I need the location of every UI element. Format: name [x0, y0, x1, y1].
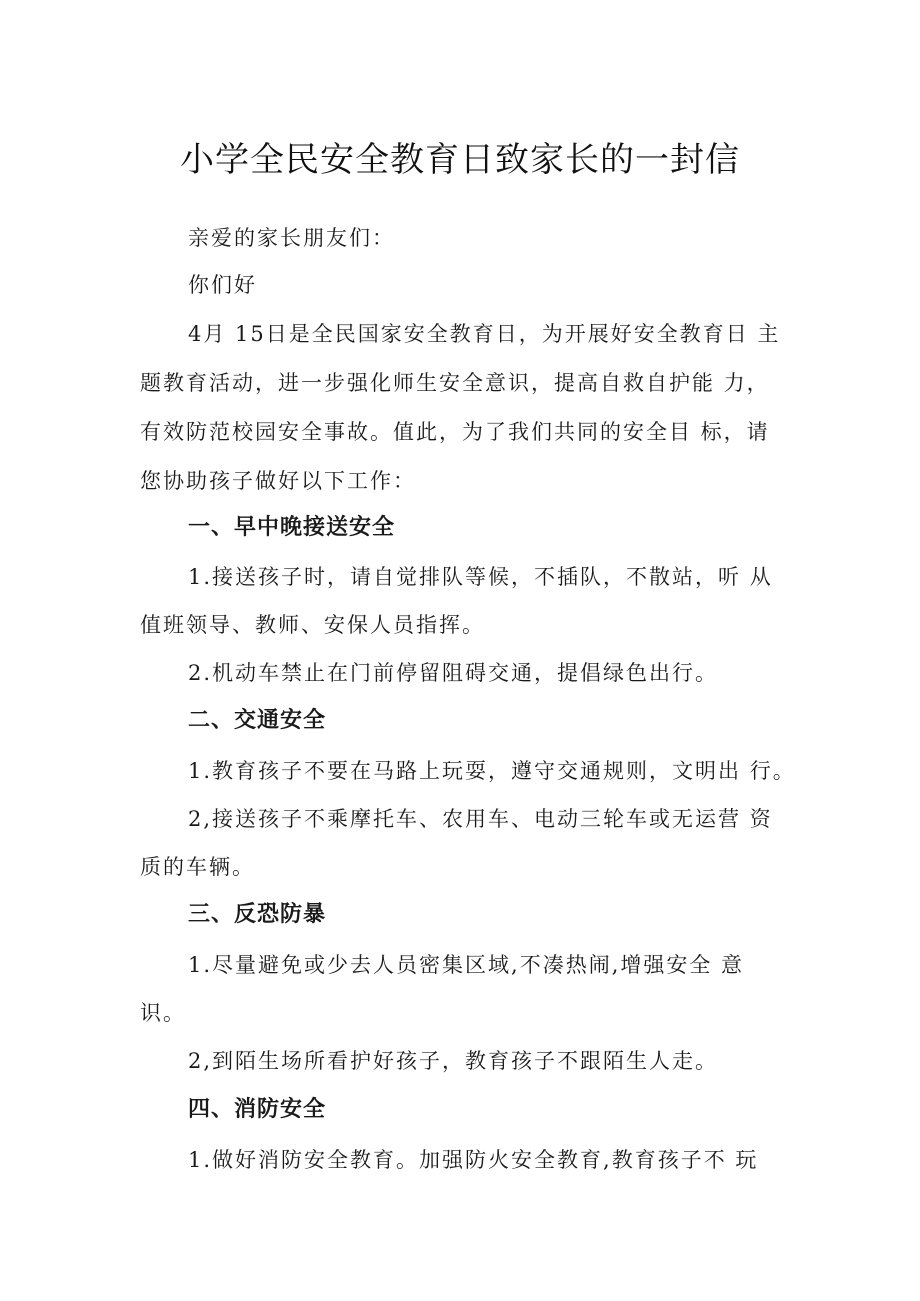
- section-4-item-1-line-1: 1.做好消防安全教育。加强防火安全教育,教育孩子不 玩: [188, 1148, 759, 1172]
- intro-line-2: 题教育活动，进一步强化师生安全意识，提高自救自护能 力，: [140, 371, 770, 395]
- greeting: 亲爱的家长朋友们：: [188, 226, 395, 250]
- intro-line-3: 有效防范校园安全事故。值此，为了我们共同的安全目 标，请: [140, 420, 770, 444]
- hello-line: 你们好: [188, 273, 257, 297]
- intro-line-4: 您协助孩子做好以下工作：: [140, 469, 416, 493]
- section-heading-2: 二、交通安全: [188, 708, 327, 733]
- section-2-item-2-line-2: 质的车辆。: [140, 855, 255, 879]
- section-1-item-1-line-2: 值班领导、教师、安保人员指挥。: [140, 613, 485, 637]
- section-3-item-2: 2,到陌生场所看护好孩子，教育孩子不跟陌生人走。: [188, 1049, 719, 1073]
- section-heading-1: 一、早中晚接送安全: [188, 515, 396, 540]
- section-2-item-2-line-1: 2,接送孩子不乘摩托车、农用车、电动三轮车或无运营 资: [188, 807, 773, 831]
- section-3-item-1-line-2: 识。: [140, 1001, 186, 1025]
- section-2-item-1: 1.教育孩子不要在马路上玩耍，遵守交通规则，文明出 行。: [188, 759, 796, 783]
- document-title: 小学全民安全教育日致家长的一封信: [180, 140, 740, 180]
- intro-line-1: 4月 15日是全民国家安全教育日，为开展好安全教育日 主: [188, 322, 781, 346]
- section-heading-4: 四、消防安全: [188, 1097, 327, 1122]
- section-3-item-1-line-1: 1.尽量避免或少去人员密集区域,不凑热闹,增强安全 意: [188, 953, 745, 977]
- section-1-item-1-line-1: 1.接送孩子时，请自觉排队等候，不插队，不散站，听 从: [188, 565, 773, 589]
- section-1-item-2: 2.机动车禁止在门前停留阻碍交通，提倡绿色出行。: [188, 661, 719, 685]
- section-heading-3: 三、反恐防暴: [188, 902, 327, 927]
